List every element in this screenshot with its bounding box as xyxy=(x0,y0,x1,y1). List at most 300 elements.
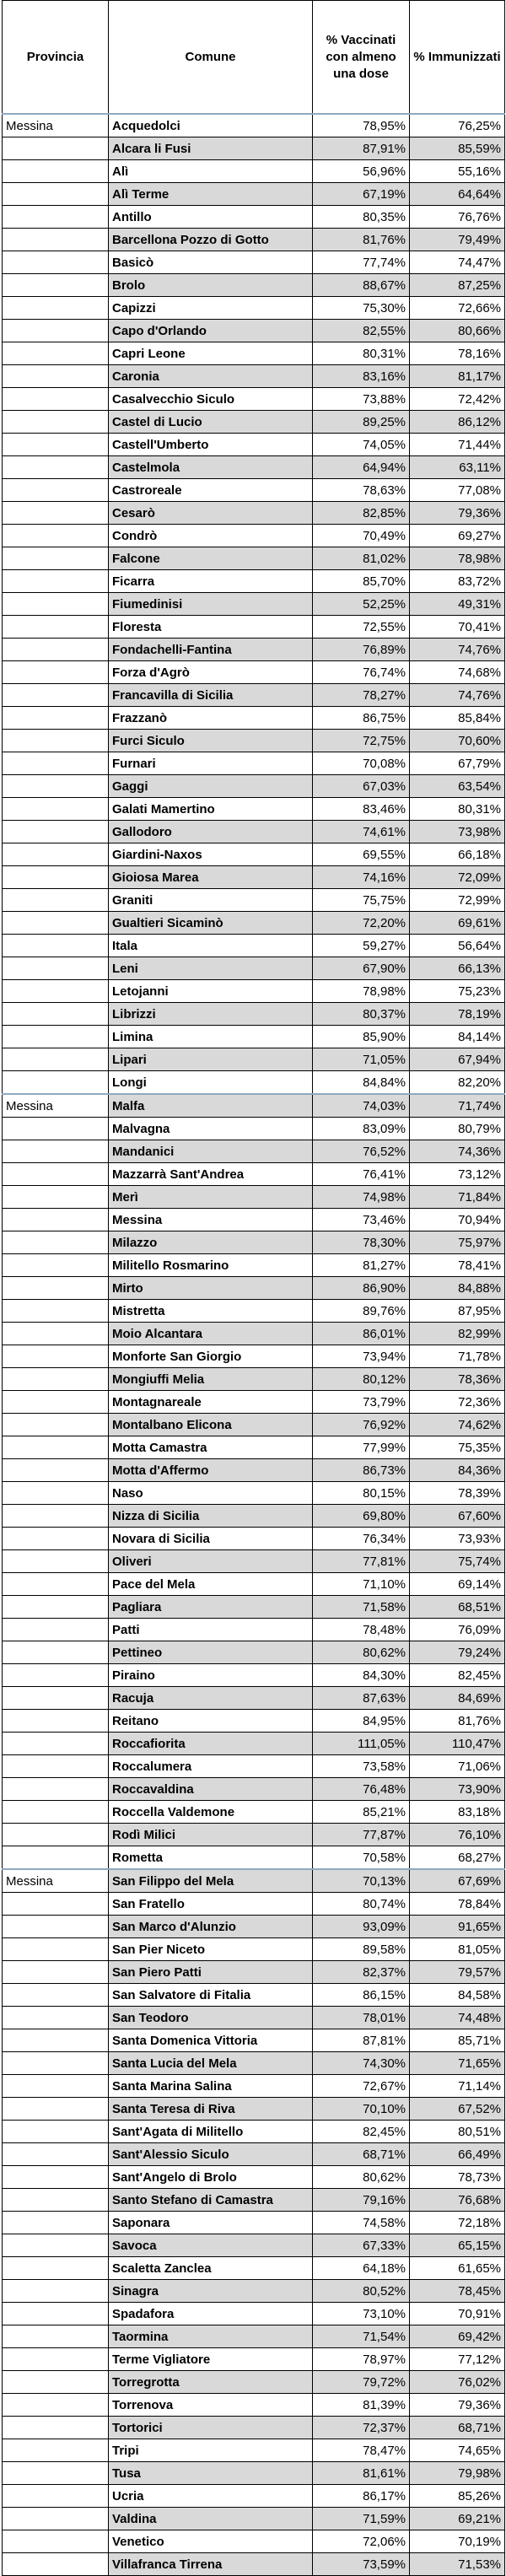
cell-immunizzati: 72,99% xyxy=(410,889,505,912)
cell-immunizzati: 72,36% xyxy=(410,1391,505,1414)
cell-vaccinati: 68,71% xyxy=(313,2143,410,2166)
table-row xyxy=(3,1916,505,1938)
cell-provincia xyxy=(3,502,109,525)
cell-vaccinati: 78,63% xyxy=(313,479,410,502)
cell-comune: Pace del Mela xyxy=(109,1573,313,1596)
cell-immunizzati: 67,69% xyxy=(410,1869,505,1893)
table-row xyxy=(3,297,505,320)
cell-immunizzati: 66,13% xyxy=(410,957,505,980)
cell-vaccinati: 69,80% xyxy=(313,1505,410,1528)
cell-vaccinati: 71,59% xyxy=(313,2508,410,2530)
cell-provincia xyxy=(3,2121,109,2143)
cell-immunizzati: 84,69% xyxy=(410,1687,505,1710)
cell-immunizzati: 79,98% xyxy=(410,2462,505,2485)
table-row xyxy=(3,843,505,866)
cell-vaccinati: 52,25% xyxy=(313,593,410,616)
cell-vaccinati: 76,52% xyxy=(313,1140,410,1163)
table-row xyxy=(3,525,505,547)
cell-vaccinati: 67,90% xyxy=(313,957,410,980)
cell-provincia xyxy=(3,1026,109,1048)
table-row xyxy=(3,1459,505,1482)
cell-comune: Casalvecchio Siculo xyxy=(109,388,313,411)
cell-provincia xyxy=(3,866,109,889)
table-row xyxy=(3,2166,505,2189)
cell-immunizzati: 75,74% xyxy=(410,1550,505,1573)
vaccination-table xyxy=(2,0,505,2576)
cell-immunizzati: 67,60% xyxy=(410,1505,505,1528)
cell-immunizzati: 71,53% xyxy=(410,2553,505,2576)
cell-vaccinati: 77,87% xyxy=(313,1824,410,1846)
cell-vaccinati: 77,81% xyxy=(313,1550,410,1573)
cell-vaccinati: 73,10% xyxy=(313,2303,410,2325)
table-row xyxy=(3,889,505,912)
cell-vaccinati: 87,63% xyxy=(313,1687,410,1710)
cell-immunizzati: 69,21% xyxy=(410,2508,505,2530)
cell-provincia xyxy=(3,843,109,866)
cell-provincia xyxy=(3,2303,109,2325)
cell-vaccinati: 78,47% xyxy=(313,2439,410,2462)
cell-immunizzati: 72,42% xyxy=(410,388,505,411)
cell-immunizzati: 64,64% xyxy=(410,183,505,206)
cell-vaccinati: 78,98% xyxy=(313,980,410,1003)
cell-vaccinati: 86,15% xyxy=(313,1984,410,2007)
cell-vaccinati: 59,27% xyxy=(313,935,410,957)
cell-provincia xyxy=(3,1231,109,1254)
table-row xyxy=(3,2553,505,2576)
cell-vaccinati: 76,41% xyxy=(313,1163,410,1186)
cell-provincia xyxy=(3,1641,109,1664)
cell-provincia xyxy=(3,1733,109,1755)
cell-vaccinati: 73,88% xyxy=(313,388,410,411)
cell-provincia xyxy=(3,525,109,547)
cell-vaccinati: 86,17% xyxy=(313,2485,410,2508)
cell-vaccinati: 80,62% xyxy=(313,1641,410,1664)
cell-vaccinati: 72,37% xyxy=(313,2417,410,2439)
cell-vaccinati: 83,09% xyxy=(313,1118,410,1140)
cell-provincia xyxy=(3,821,109,843)
table-row xyxy=(3,2280,505,2303)
table-row xyxy=(3,866,505,889)
cell-comune: Falcone xyxy=(109,547,313,570)
cell-provincia xyxy=(3,251,109,274)
table-row xyxy=(3,1664,505,1687)
cell-comune: Furnari xyxy=(109,752,313,775)
cell-vaccinati: 83,16% xyxy=(313,365,410,388)
cell-comune: Milazzo xyxy=(109,1231,313,1254)
cell-vaccinati: 89,76% xyxy=(313,1300,410,1323)
cell-vaccinati: 87,91% xyxy=(313,137,410,160)
cell-immunizzati: 80,66% xyxy=(410,320,505,342)
cell-provincia xyxy=(3,1209,109,1231)
cell-provincia xyxy=(3,1961,109,1984)
cell-vaccinati: 72,75% xyxy=(313,730,410,752)
cell-comune: Torregrotta xyxy=(109,2371,313,2394)
cell-immunizzati: 63,54% xyxy=(410,775,505,798)
cell-provincia xyxy=(3,2348,109,2371)
cell-comune: Castell'Umberto xyxy=(109,434,313,456)
cell-provincia xyxy=(3,2553,109,2576)
cell-comune: Librizzi xyxy=(109,1003,313,1026)
cell-vaccinati: 84,30% xyxy=(313,1664,410,1687)
cell-vaccinati: 78,48% xyxy=(313,1619,410,1641)
cell-immunizzati: 70,60% xyxy=(410,730,505,752)
table-row xyxy=(3,1801,505,1824)
cell-vaccinati: 82,45% xyxy=(313,2121,410,2143)
cell-provincia xyxy=(3,160,109,183)
cell-comune: Militello Rosmarino xyxy=(109,1254,313,1277)
cell-immunizzati: 71,14% xyxy=(410,2075,505,2098)
cell-comune: Furci Siculo xyxy=(109,730,313,752)
cell-comune: San Pier Niceto xyxy=(109,1938,313,1961)
table-row xyxy=(3,183,505,206)
cell-comune: San Marco d'Alunzio xyxy=(109,1916,313,1938)
cell-immunizzati: 55,16% xyxy=(410,160,505,183)
cell-provincia: Messina xyxy=(3,1094,109,1118)
cell-immunizzati: 85,84% xyxy=(410,707,505,730)
cell-vaccinati: 70,13% xyxy=(313,1869,410,1893)
cell-provincia xyxy=(3,1893,109,1916)
cell-immunizzati: 84,36% xyxy=(410,1459,505,1482)
cell-provincia xyxy=(3,1482,109,1505)
cell-immunizzati: 72,09% xyxy=(410,866,505,889)
cell-provincia xyxy=(3,1459,109,1482)
cell-immunizzati: 84,88% xyxy=(410,1277,505,1300)
cell-vaccinati: 70,49% xyxy=(313,525,410,547)
table-row xyxy=(3,2325,505,2348)
cell-comune: Merì xyxy=(109,1186,313,1209)
cell-immunizzati: 71,06% xyxy=(410,1755,505,1778)
cell-comune: Venetico xyxy=(109,2530,313,2553)
cell-provincia xyxy=(3,1414,109,1436)
cell-vaccinati: 74,58% xyxy=(313,2212,410,2234)
cell-vaccinati: 76,34% xyxy=(313,1528,410,1550)
cell-vaccinati: 72,06% xyxy=(313,2530,410,2553)
cell-provincia xyxy=(3,2098,109,2121)
table-row xyxy=(3,502,505,525)
cell-vaccinati: 80,74% xyxy=(313,1893,410,1916)
cell-immunizzati: 71,78% xyxy=(410,1345,505,1368)
cell-provincia xyxy=(3,661,109,684)
table-row xyxy=(3,593,505,616)
table-row xyxy=(3,1938,505,1961)
cell-vaccinati: 80,12% xyxy=(313,1368,410,1391)
cell-provincia xyxy=(3,2280,109,2303)
cell-immunizzati: 79,57% xyxy=(410,1961,505,1984)
table-row xyxy=(3,2371,505,2394)
cell-provincia xyxy=(3,2394,109,2417)
table-row xyxy=(3,957,505,980)
cell-provincia xyxy=(3,1436,109,1459)
table-row xyxy=(3,1733,505,1755)
table-row xyxy=(3,1345,505,1368)
table-row xyxy=(3,1026,505,1048)
cell-vaccinati: 67,19% xyxy=(313,183,410,206)
cell-comune: Fiumedinisi xyxy=(109,593,313,616)
table-row xyxy=(3,1323,505,1345)
cell-provincia xyxy=(3,707,109,730)
cell-comune: Reitano xyxy=(109,1710,313,1733)
cell-immunizzati: 68,71% xyxy=(410,2417,505,2439)
cell-comune: Montagnareale xyxy=(109,1391,313,1414)
cell-immunizzati: 70,91% xyxy=(410,2303,505,2325)
cell-comune: Forza d'Agrò xyxy=(109,661,313,684)
cell-comune: San Piero Patti xyxy=(109,1961,313,1984)
table-row xyxy=(3,274,505,297)
cell-provincia xyxy=(3,1846,109,1870)
cell-provincia xyxy=(3,1163,109,1186)
cell-comune: Santa Domenica Vittoria xyxy=(109,2029,313,2052)
cell-immunizzati: 78,98% xyxy=(410,547,505,570)
cell-provincia xyxy=(3,1345,109,1368)
cell-vaccinati: 86,01% xyxy=(313,1323,410,1345)
table-row xyxy=(3,434,505,456)
table-row xyxy=(3,411,505,434)
cell-immunizzati: 75,35% xyxy=(410,1436,505,1459)
cell-provincia xyxy=(3,1048,109,1071)
table-row xyxy=(3,1094,505,1118)
cell-provincia xyxy=(3,1824,109,1846)
cell-immunizzati: 86,12% xyxy=(410,411,505,434)
cell-provincia xyxy=(3,1505,109,1528)
table-row xyxy=(3,1573,505,1596)
cell-comune: Letojanni xyxy=(109,980,313,1003)
cell-provincia xyxy=(3,137,109,160)
table-row xyxy=(3,798,505,821)
cell-comune: Roccavaldina xyxy=(109,1778,313,1801)
cell-comune: Mirto xyxy=(109,1277,313,1300)
cell-provincia xyxy=(3,2462,109,2485)
cell-comune: Villafranca Tirrena xyxy=(109,2553,313,2576)
cell-provincia xyxy=(3,206,109,229)
table-row xyxy=(3,1277,505,1300)
cell-provincia xyxy=(3,2485,109,2508)
cell-comune: Piraino xyxy=(109,1664,313,1687)
cell-immunizzati: 70,94% xyxy=(410,1209,505,1231)
cell-immunizzati: 61,65% xyxy=(410,2257,505,2280)
table-row xyxy=(3,752,505,775)
cell-comune: Castelmola xyxy=(109,456,313,479)
cell-comune: Capri Leone xyxy=(109,342,313,365)
cell-provincia xyxy=(3,2508,109,2530)
cell-immunizzati: 84,14% xyxy=(410,1026,505,1048)
cell-comune: Gualtieri Sicaminò xyxy=(109,912,313,935)
cell-vaccinati: 88,67% xyxy=(313,274,410,297)
cell-immunizzati: 69,14% xyxy=(410,1573,505,1596)
table-row xyxy=(3,251,505,274)
table-row xyxy=(3,684,505,707)
cell-comune: Valdina xyxy=(109,2508,313,2530)
table-row xyxy=(3,365,505,388)
cell-vaccinati: 78,97% xyxy=(313,2348,410,2371)
cell-provincia xyxy=(3,2189,109,2212)
cell-vaccinati: 74,30% xyxy=(313,2052,410,2075)
cell-immunizzati: 73,12% xyxy=(410,1163,505,1186)
cell-comune: Spadafora xyxy=(109,2303,313,2325)
cell-immunizzati: 81,76% xyxy=(410,1710,505,1733)
cell-vaccinati: 77,74% xyxy=(313,251,410,274)
table-row xyxy=(3,1163,505,1186)
table-row xyxy=(3,1893,505,1916)
cell-immunizzati: 77,08% xyxy=(410,479,505,502)
cell-vaccinati: 73,58% xyxy=(313,1755,410,1778)
cell-provincia xyxy=(3,1573,109,1596)
cell-immunizzati: 74,65% xyxy=(410,2439,505,2462)
cell-provincia xyxy=(3,1071,109,1095)
cell-comune: Giardini-Naxos xyxy=(109,843,313,866)
table-row xyxy=(3,1209,505,1231)
cell-comune: Malfa xyxy=(109,1094,313,1118)
cell-vaccinati: 76,89% xyxy=(313,639,410,661)
cell-provincia xyxy=(3,2325,109,2348)
cell-immunizzati: 69,61% xyxy=(410,912,505,935)
cell-comune: Moio Alcantara xyxy=(109,1323,313,1345)
cell-vaccinati: 82,37% xyxy=(313,1961,410,1984)
table-row xyxy=(3,661,505,684)
cell-vaccinati: 86,75% xyxy=(313,707,410,730)
cell-provincia xyxy=(3,1550,109,1573)
table-row xyxy=(3,639,505,661)
cell-provincia xyxy=(3,547,109,570)
cell-comune: Sant'Alessio Siculo xyxy=(109,2143,313,2166)
cell-provincia xyxy=(3,1619,109,1641)
cell-provincia xyxy=(3,1916,109,1938)
table-row xyxy=(3,1368,505,1391)
cell-provincia xyxy=(3,388,109,411)
table-row xyxy=(3,1300,505,1323)
cell-immunizzati: 72,18% xyxy=(410,2212,505,2234)
cell-vaccinati: 67,03% xyxy=(313,775,410,798)
cell-vaccinati: 56,96% xyxy=(313,160,410,183)
cell-provincia xyxy=(3,1984,109,2007)
cell-provincia xyxy=(3,342,109,365)
cell-comune: Tusa xyxy=(109,2462,313,2485)
cell-immunizzati: 74,76% xyxy=(410,639,505,661)
table-row xyxy=(3,1436,505,1459)
cell-comune: Alì xyxy=(109,160,313,183)
table-row xyxy=(3,1071,505,1095)
cell-comune: Mazzarrà Sant'Andrea xyxy=(109,1163,313,1186)
cell-comune: Tripi xyxy=(109,2439,313,2462)
cell-immunizzati: 83,72% xyxy=(410,570,505,593)
cell-provincia xyxy=(3,1300,109,1323)
cell-provincia xyxy=(3,411,109,434)
cell-provincia xyxy=(3,1687,109,1710)
cell-provincia xyxy=(3,1755,109,1778)
table-row xyxy=(3,1641,505,1664)
table-row xyxy=(3,1755,505,1778)
table-row xyxy=(3,2462,505,2485)
cell-provincia xyxy=(3,2257,109,2280)
cell-comune: San Fratello xyxy=(109,1893,313,1916)
cell-comune: Racuja xyxy=(109,1687,313,1710)
cell-comune: Santa Lucia del Mela xyxy=(109,2052,313,2075)
cell-comune: Savoca xyxy=(109,2234,313,2257)
cell-immunizzati: 71,65% xyxy=(410,2052,505,2075)
cell-provincia xyxy=(3,593,109,616)
cell-vaccinati: 84,95% xyxy=(313,1710,410,1733)
cell-vaccinati: 71,10% xyxy=(313,1573,410,1596)
cell-immunizzati: 74,62% xyxy=(410,1414,505,1436)
cell-comune: Francavilla di Sicilia xyxy=(109,684,313,707)
cell-comune: Frazzanò xyxy=(109,707,313,730)
cell-provincia xyxy=(3,1003,109,1026)
cell-immunizzati: 78,41% xyxy=(410,1254,505,1277)
cell-provincia xyxy=(3,775,109,798)
cell-immunizzati: 69,42% xyxy=(410,2325,505,2348)
cell-comune: San Salvatore di Fitalia xyxy=(109,1984,313,2007)
table-row xyxy=(3,2394,505,2417)
cell-vaccinati: 85,90% xyxy=(313,1026,410,1048)
cell-provincia xyxy=(3,1391,109,1414)
table-row xyxy=(3,1961,505,1984)
cell-vaccinati: 80,37% xyxy=(313,1003,410,1026)
cell-vaccinati: 76,92% xyxy=(313,1414,410,1436)
table-row xyxy=(3,2052,505,2075)
cell-provincia xyxy=(3,1118,109,1140)
cell-vaccinati: 64,18% xyxy=(313,2257,410,2280)
cell-comune: Roccafiorita xyxy=(109,1733,313,1755)
cell-vaccinati: 70,08% xyxy=(313,752,410,775)
cell-provincia xyxy=(3,297,109,320)
cell-vaccinati: 74,05% xyxy=(313,434,410,456)
cell-immunizzati: 78,39% xyxy=(410,1482,505,1505)
cell-comune: Capizzi xyxy=(109,297,313,320)
cell-immunizzati: 79,36% xyxy=(410,502,505,525)
header-provincia: Provincia xyxy=(3,1,109,115)
cell-immunizzati: 78,73% xyxy=(410,2166,505,2189)
cell-provincia xyxy=(3,1368,109,1391)
cell-vaccinati: 71,58% xyxy=(313,1596,410,1619)
table-row xyxy=(3,1528,505,1550)
cell-vaccinati: 80,35% xyxy=(313,206,410,229)
cell-provincia xyxy=(3,2007,109,2029)
table-row xyxy=(3,1824,505,1846)
cell-comune: Santa Teresa di Riva xyxy=(109,2098,313,2121)
cell-comune: Sinagra xyxy=(109,2280,313,2303)
cell-comune: Leni xyxy=(109,957,313,980)
cell-vaccinati: 81,02% xyxy=(313,547,410,570)
table-body xyxy=(3,114,505,2576)
cell-provincia xyxy=(3,639,109,661)
cell-comune: Gioiosa Marea xyxy=(109,866,313,889)
cell-comune: Nizza di Sicilia xyxy=(109,1505,313,1528)
cell-immunizzati: 72,66% xyxy=(410,297,505,320)
cell-immunizzati: 80,31% xyxy=(410,798,505,821)
cell-provincia xyxy=(3,1938,109,1961)
cell-vaccinati: 69,55% xyxy=(313,843,410,866)
table-row xyxy=(3,1984,505,2007)
cell-provincia xyxy=(3,752,109,775)
cell-comune: Rometta xyxy=(109,1846,313,1870)
vaccination-sheet xyxy=(2,0,504,2576)
cell-provincia xyxy=(3,2234,109,2257)
cell-provincia xyxy=(3,2075,109,2098)
cell-provincia xyxy=(3,2212,109,2234)
table-row xyxy=(3,160,505,183)
cell-vaccinati: 80,15% xyxy=(313,1482,410,1505)
cell-comune: Monforte San Giorgio xyxy=(109,1345,313,1368)
cell-comune: Tortorici xyxy=(109,2417,313,2439)
table-row xyxy=(3,2439,505,2462)
cell-immunizzati: 78,45% xyxy=(410,2280,505,2303)
table-row xyxy=(3,456,505,479)
cell-provincia xyxy=(3,957,109,980)
cell-vaccinati: 72,55% xyxy=(313,616,410,639)
cell-immunizzati: 85,71% xyxy=(410,2029,505,2052)
cell-immunizzati: 56,64% xyxy=(410,935,505,957)
cell-vaccinati: 83,46% xyxy=(313,798,410,821)
cell-comune: Brolo xyxy=(109,274,313,297)
